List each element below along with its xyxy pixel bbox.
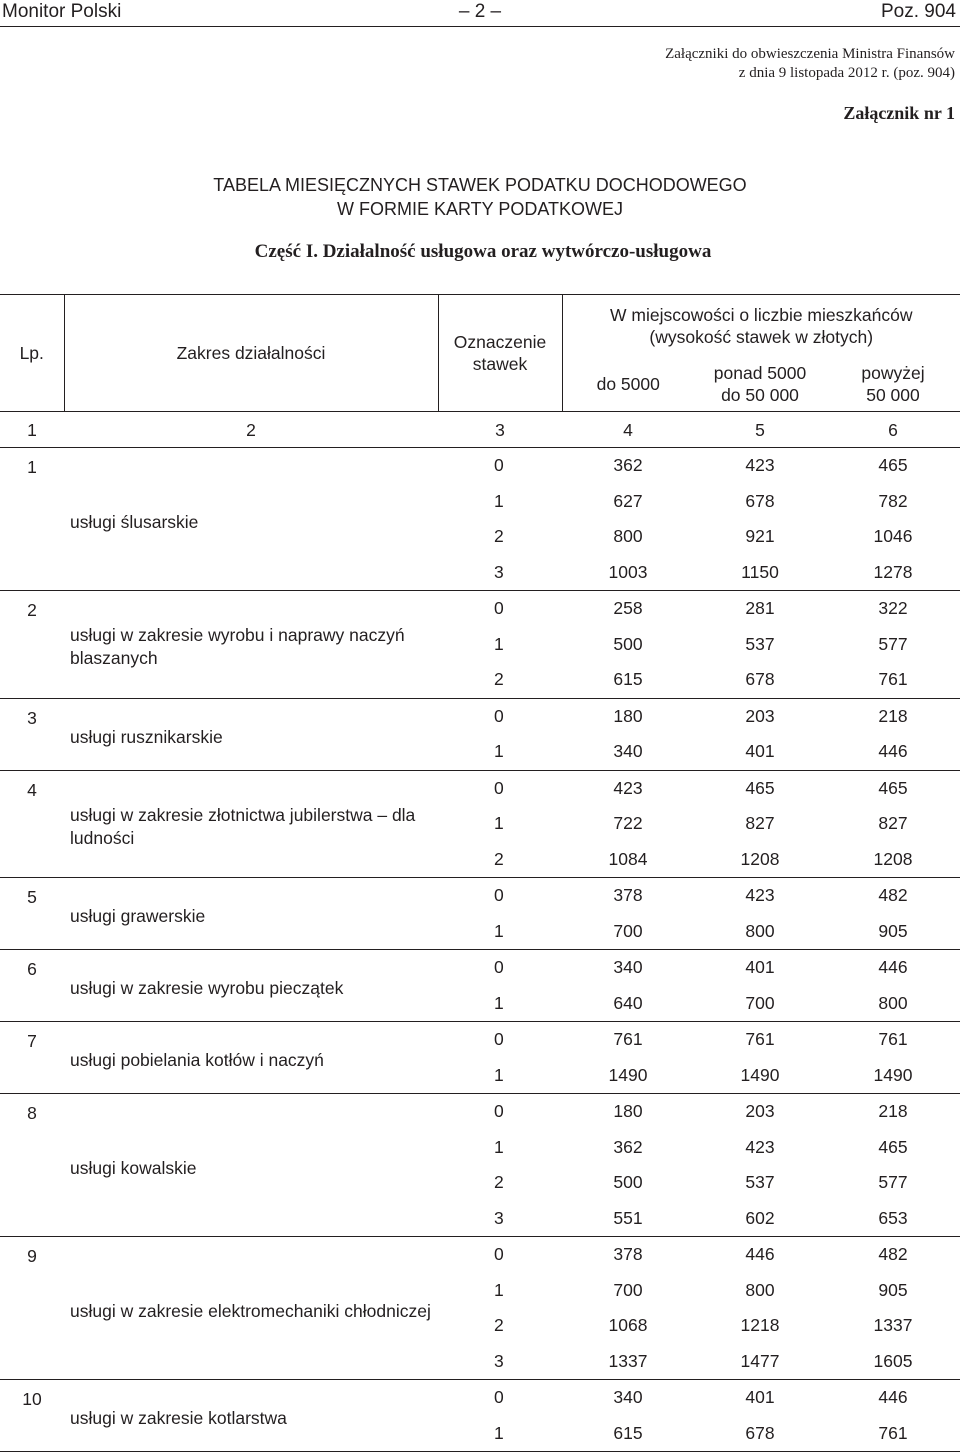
- rate-large-town: 1490: [826, 1058, 960, 1094]
- page-header: [0, 0, 960, 26]
- rate-large-town: 465: [826, 448, 960, 484]
- row-activity: usługi w zakresie wyrobu pieczątek: [64, 950, 438, 1022]
- rate-large-town: 827: [826, 806, 960, 842]
- rate-large-town: 1208: [826, 842, 960, 878]
- rate-mid-town: 678: [694, 1416, 826, 1452]
- rate-large-town: 465: [826, 1130, 960, 1166]
- column-number: 6: [826, 412, 960, 448]
- rate-mid-town: 537: [694, 627, 826, 663]
- rate-small-town: 1490: [562, 1058, 694, 1094]
- rate-code-cell: 2: [438, 1165, 562, 1201]
- rate-mid-town: 401: [694, 734, 826, 770]
- table-row: [0, 878, 960, 914]
- column-number: 4: [562, 412, 694, 448]
- row-lp: 6: [0, 950, 64, 1022]
- header-large-town-line: powyżej: [826, 362, 960, 384]
- position-number: Poz. 904: [881, 1, 956, 23]
- row-lp: 7: [0, 1022, 64, 1094]
- rate-mid-town: 401: [694, 1380, 826, 1416]
- row-activity: usługi w zakresie wyrobu i naprawy naczyń blaszanych: [64, 591, 438, 699]
- rate-small-town: 258: [562, 591, 694, 627]
- header-rate-code-line: stawek: [439, 353, 562, 375]
- rate-small-town: 1068: [562, 1308, 694, 1344]
- rate-large-town: 761: [826, 662, 960, 698]
- rate-code-cell: 2: [438, 1308, 562, 1344]
- rate-code-cell: 1: [438, 627, 562, 663]
- rate-code-cell: 1: [438, 806, 562, 842]
- rate-code-cell: 1: [438, 484, 562, 520]
- header-mid-town-line: do 50 000: [694, 384, 826, 406]
- row-lp: 3: [0, 698, 64, 770]
- annex-note-line: Załączniki do obwieszczenia Ministra Finansów: [665, 45, 955, 64]
- rate-small-town: 362: [562, 448, 694, 484]
- part-title: Część I. Działalność usługowa oraz wytwórczo-usługowa: [0, 241, 960, 263]
- rate-mid-town: 800: [694, 914, 826, 950]
- rate-small-town: 340: [562, 1380, 694, 1416]
- rate-mid-town: 446: [694, 1237, 826, 1273]
- row-activity: usługi w zakresie złotnictwa jubilerstwa – dla ludności: [64, 770, 438, 878]
- rate-small-town: 180: [562, 1094, 694, 1130]
- rate-code-cell: 1: [438, 986, 562, 1022]
- rate-small-town: 423: [562, 770, 694, 806]
- header-small-town: do 5000: [562, 357, 694, 412]
- rate-mid-town: 1150: [694, 555, 826, 591]
- rate-large-town: 482: [826, 878, 960, 914]
- rate-mid-town: 423: [694, 878, 826, 914]
- rate-large-town: 446: [826, 734, 960, 770]
- rate-large-town: 482: [826, 1237, 960, 1273]
- column-number: 2: [64, 412, 438, 448]
- row-lp: 5: [0, 878, 64, 950]
- rate-small-town: 615: [562, 1416, 694, 1452]
- rate-code-cell: 1: [438, 1416, 562, 1452]
- rate-large-town: 218: [826, 698, 960, 734]
- rate-large-town: 905: [826, 914, 960, 950]
- rate-small-town: 640: [562, 986, 694, 1022]
- rate-code-cell: 1: [438, 1058, 562, 1094]
- rate-code-cell: 0: [438, 1237, 562, 1273]
- rate-large-town: 465: [826, 770, 960, 806]
- rate-small-town: 180: [562, 698, 694, 734]
- rate-mid-town: 203: [694, 698, 826, 734]
- column-number: 3: [438, 412, 562, 448]
- rate-small-town: 340: [562, 734, 694, 770]
- rate-small-town: 700: [562, 914, 694, 950]
- rate-small-town: 551: [562, 1201, 694, 1237]
- annex-note: [665, 45, 955, 83]
- rate-large-town: 1046: [826, 519, 960, 555]
- row-activity: usługi w zakresie elektromechaniki chłodniczej: [64, 1237, 438, 1380]
- row-lp: 2: [0, 591, 64, 699]
- table-row: [0, 698, 960, 734]
- rate-mid-town: 465: [694, 770, 826, 806]
- rate-small-town: 500: [562, 1165, 694, 1201]
- row-lp: 1: [0, 448, 64, 591]
- header-rate-code-line: Oznaczenie: [439, 331, 562, 353]
- column-number: 1: [0, 412, 64, 448]
- annex-number: Załącznik nr 1: [843, 103, 955, 124]
- rate-mid-town: 827: [694, 806, 826, 842]
- rate-code-cell: 1: [438, 1130, 562, 1166]
- rate-mid-town: 1490: [694, 1058, 826, 1094]
- table-body: [0, 448, 960, 1452]
- rate-code-cell: 0: [438, 1380, 562, 1416]
- row-activity: usługi kowalskie: [64, 1094, 438, 1237]
- rate-small-town: 615: [562, 662, 694, 698]
- rate-code-cell: 2: [438, 842, 562, 878]
- rate-mid-town: 678: [694, 484, 826, 520]
- table-row: [0, 448, 960, 484]
- rate-small-town: 627: [562, 484, 694, 520]
- rate-small-town: 378: [562, 1237, 694, 1273]
- rate-code-cell: 2: [438, 662, 562, 698]
- rate-code-cell: 0: [438, 1094, 562, 1130]
- rate-large-town: 905: [826, 1273, 960, 1309]
- rate-small-town: 1337: [562, 1344, 694, 1380]
- rate-code-cell: 0: [438, 448, 562, 484]
- rate-small-town: 362: [562, 1130, 694, 1166]
- table-row: [0, 770, 960, 806]
- document-title: [0, 173, 960, 221]
- header-mid-town: [694, 357, 826, 412]
- rate-large-town: 577: [826, 1165, 960, 1201]
- table-row: [0, 950, 960, 986]
- rate-small-town: 700: [562, 1273, 694, 1309]
- header-lp: Lp.: [0, 295, 64, 412]
- header-large-town-line: 50 000: [826, 384, 960, 406]
- publication-name: Monitor Polski: [2, 1, 121, 23]
- rate-large-town: 782: [826, 484, 960, 520]
- table-row: [0, 1022, 960, 1058]
- annex-note-line: z dnia 9 listopada 2012 r. (poz. 904): [665, 64, 955, 83]
- rate-mid-town: 761: [694, 1022, 826, 1058]
- rate-small-town: 722: [562, 806, 694, 842]
- row-lp: 10: [0, 1380, 64, 1452]
- row-lp: 4: [0, 770, 64, 878]
- rate-mid-town: 1477: [694, 1344, 826, 1380]
- rate-small-town: 378: [562, 878, 694, 914]
- rate-mid-town: 800: [694, 1273, 826, 1309]
- rate-small-town: 340: [562, 950, 694, 986]
- row-activity: usługi ślusarskie: [64, 448, 438, 591]
- header-mid-town-line: ponad 5000: [694, 362, 826, 384]
- column-numbers-row: [0, 412, 960, 448]
- page-number: – 2 –: [420, 1, 540, 23]
- rate-code-cell: 0: [438, 770, 562, 806]
- rate-large-town: 1337: [826, 1308, 960, 1344]
- title-line: TABELA MIESIĘCZNYCH STAWEK PODATKU DOCHODOWEGO: [0, 173, 960, 197]
- rate-large-town: 577: [826, 627, 960, 663]
- rate-code-cell: 1: [438, 914, 562, 950]
- rate-large-town: 653: [826, 1201, 960, 1237]
- row-lp: 9: [0, 1237, 64, 1380]
- header-rate-code: [438, 295, 562, 412]
- rate-code-cell: 3: [438, 1201, 562, 1237]
- rate-large-town: 322: [826, 591, 960, 627]
- rate-mid-town: 921: [694, 519, 826, 555]
- rate-mid-town: 423: [694, 1130, 826, 1166]
- row-activity: usługi grawerskie: [64, 878, 438, 950]
- rate-mid-town: 700: [694, 986, 826, 1022]
- rate-large-town: 446: [826, 950, 960, 986]
- rate-mid-town: 1208: [694, 842, 826, 878]
- rate-small-town: 761: [562, 1022, 694, 1058]
- rate-mid-town: 537: [694, 1165, 826, 1201]
- row-activity: usługi w zakresie kotlarstwa: [64, 1380, 438, 1452]
- rate-small-town: 800: [562, 519, 694, 555]
- rate-mid-town: 602: [694, 1201, 826, 1237]
- rate-large-town: 446: [826, 1380, 960, 1416]
- rate-code-cell: 1: [438, 1273, 562, 1309]
- rates-table: [0, 294, 960, 1452]
- header-divider: [0, 26, 960, 27]
- rate-large-town: 761: [826, 1022, 960, 1058]
- table-row: [0, 1094, 960, 1130]
- row-activity: usługi pobielania kotłów i naczyń: [64, 1022, 438, 1094]
- rate-large-town: 218: [826, 1094, 960, 1130]
- rate-large-town: 761: [826, 1416, 960, 1452]
- rate-code-cell: 2: [438, 519, 562, 555]
- rate-code-cell: 1: [438, 734, 562, 770]
- rate-small-town: 500: [562, 627, 694, 663]
- rate-small-town: 1084: [562, 842, 694, 878]
- rate-large-town: 800: [826, 986, 960, 1022]
- rate-mid-town: 281: [694, 591, 826, 627]
- rate-code-cell: 0: [438, 950, 562, 986]
- rate-code-cell: 0: [438, 591, 562, 627]
- rate-code-cell: 0: [438, 878, 562, 914]
- rate-code-cell: 0: [438, 698, 562, 734]
- rate-small-town: 1003: [562, 555, 694, 591]
- rate-mid-town: 678: [694, 662, 826, 698]
- rate-mid-town: 203: [694, 1094, 826, 1130]
- table-row: [0, 1237, 960, 1273]
- rate-code-cell: 3: [438, 555, 562, 591]
- rate-mid-town: 401: [694, 950, 826, 986]
- rate-large-town: 1278: [826, 555, 960, 591]
- table-row: [0, 1380, 960, 1416]
- header-population: [562, 295, 960, 358]
- header-population-line: (wysokość stawek w złotych): [563, 326, 960, 348]
- header-activity: Zakres działalności: [64, 295, 438, 412]
- title-line: W FORMIE KARTY PODATKOWEJ: [0, 197, 960, 221]
- rate-mid-town: 423: [694, 448, 826, 484]
- header-population-line: W miejscowości o liczbie mieszkańców: [563, 304, 960, 326]
- rate-mid-town: 1218: [694, 1308, 826, 1344]
- table-header: [0, 295, 960, 448]
- rate-code-cell: 0: [438, 1022, 562, 1058]
- rate-code-cell: 3: [438, 1344, 562, 1380]
- header-large-town: [826, 357, 960, 412]
- rate-large-town: 1605: [826, 1344, 960, 1380]
- table-row: [0, 591, 960, 627]
- column-number: 5: [694, 412, 826, 448]
- row-activity: usługi rusznikarskie: [64, 698, 438, 770]
- row-lp: 8: [0, 1094, 64, 1237]
